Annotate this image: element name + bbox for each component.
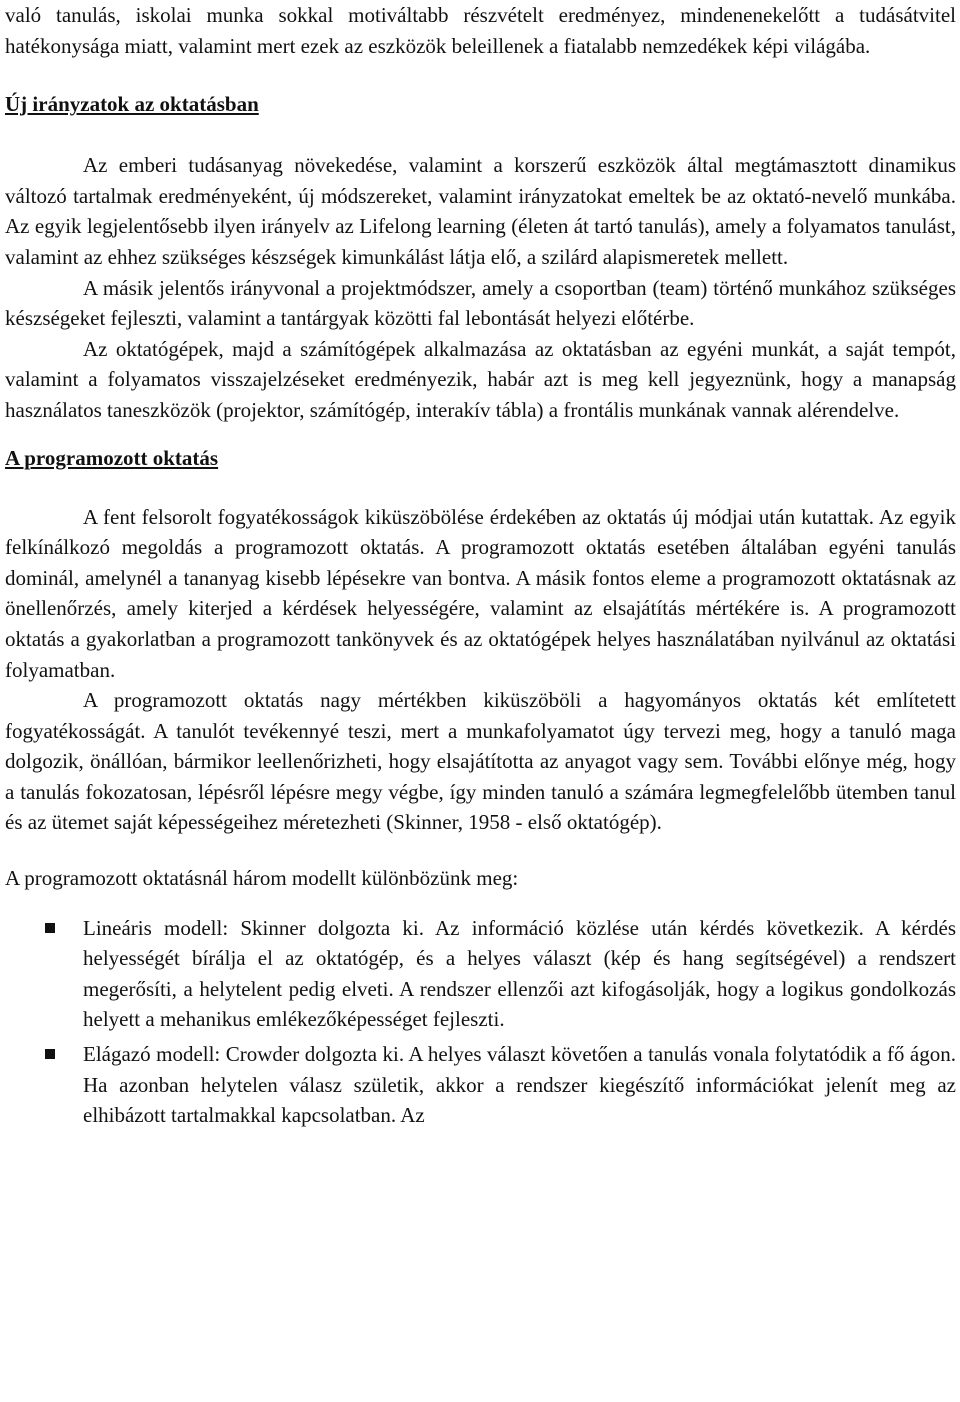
list-item: [5, 1039, 956, 1131]
list-item: [5, 913, 956, 1035]
paragraph-models-intro: A programozott oktatásnál három modellt különbözünk meg:: [5, 866, 519, 891]
paragraph-continuation: való tanulás, iskolai munka sokkal motiváltabb részvételt eredményez, mindenenekelőtt a tudásátvitel hatékonysága miatt, valamint mert ezek az eszközök beleillenek a fiatalabb nemzedékek képi világába.: [5, 3, 956, 58]
paragraph-programmed-benefits: A programozott oktatás nagy mértékben kiküszöböli a hagyományos oktatás két említetett fogyatékosságát. A tanulót tevékennyé teszi, mert a munkafolyamatot úgy tervezi meg, hogy a tanuló maga dolgozik, önállóan, bármikor leellenőrizheti, hogy elsajátította az anyagot vagy sem. További előnye még, hogy a tanulás fokozatosan, lépésről lépésre megy végbe, így minden tanuló a számára legmegfelelőbb ütemben tanul és az ütemet saját képességeihez méretezheti (Skinner, 1958 - első oktatógép).: [5, 688, 956, 835]
section-heading-new-trends: Új irányzatok az oktatásban: [5, 92, 259, 117]
paragraph-teaching-machines: Az oktatógépek, majd a számítógépek alkalmazása az oktatásban az egyéni munkát, a saját tempót, valamint a folyamatos visszajelzéseket eredményezik, habár azt is meg kell jegyeznünk, hogy a manapság használatos taneszközök (projektor, számítógép, interakív tábla) a frontális munkának vannak alérendelve.: [5, 336, 956, 422]
square-bullet-icon: [45, 923, 55, 933]
paragraph-project-method: A másik jelentős irányvonal a projektmódszer, amely a csoportban (team) történő munkához szükséges készségeket fejleszti, valamint a tantárgyak közötti fal lebontását helyezi előtérbe.: [5, 275, 956, 331]
list-item-text: Lineáris modell: Skinner dolgozta ki. Az információ közlése után kérdés következik. A kérdés helyességét bírálja el az oktatógép, és a helyes választ (kép és hang segítségével) a rendszert megerősíti, a helytelent pedig elveti. A rendszer ellenzői azt kifogásolják, hogy a logikus gondolkozás helyett a mehanikus emlékezőképességet fejleszti.: [83, 915, 956, 1032]
square-bullet-icon: [45, 1049, 55, 1059]
paragraph-lifelong-learning: Az emberi tudásanyag növekedése, valamint a korszerű eszközök által megtámasztott dinamikus változó tartalmak eredményeként, új módszereket, valamint irányzatokat emeltek be az oktató-nevelő munkába. Az egyik legjelentősebb ilyen irányelv az Lifelong learning (életen át tartó tanulás), amely a folyamatos tanulást, valamint az ehhez szükséges készségek kimunkálást látja elő, a szilárd alapismeretek mellett.: [5, 153, 956, 269]
list-item-text: Elágazó modell: Crowder dolgozta ki. A helyes választ követően a tanulás vonala folytatódik a fő ágon. Ha azonban helytelen válasz születik, akkor a rendszer kiegészítő információkat jelenít meg az elhibázott tartalmakkal kapcsolatban. Az: [83, 1042, 956, 1128]
section-heading-programmed-teaching: A programozott oktatás: [5, 445, 219, 470]
models-list: [5, 913, 956, 1131]
paragraph-programmed-intro: A fent felsorolt fogyatékosságok kiküszöbölése érdekében az oktatás új módjai után kutattak. Az egyik felkínálkozó megoldás a programozott oktatás. A programozott oktatás esetében általában egyéni tanulás dominál, amelynél a tananyag kisebb lépésekre van bontva. A másik fontos eleme a programozott oktatásnak az önellenőrzés, amely kiterjed a kérdések helyességére, valamint az elsajátítás mértékére is. A programozott oktatás a gyakorlatban a programozott tankönyvek és az oktatógépek helyes használatában nyilvánul az oktatási folyamatban.: [5, 504, 956, 682]
